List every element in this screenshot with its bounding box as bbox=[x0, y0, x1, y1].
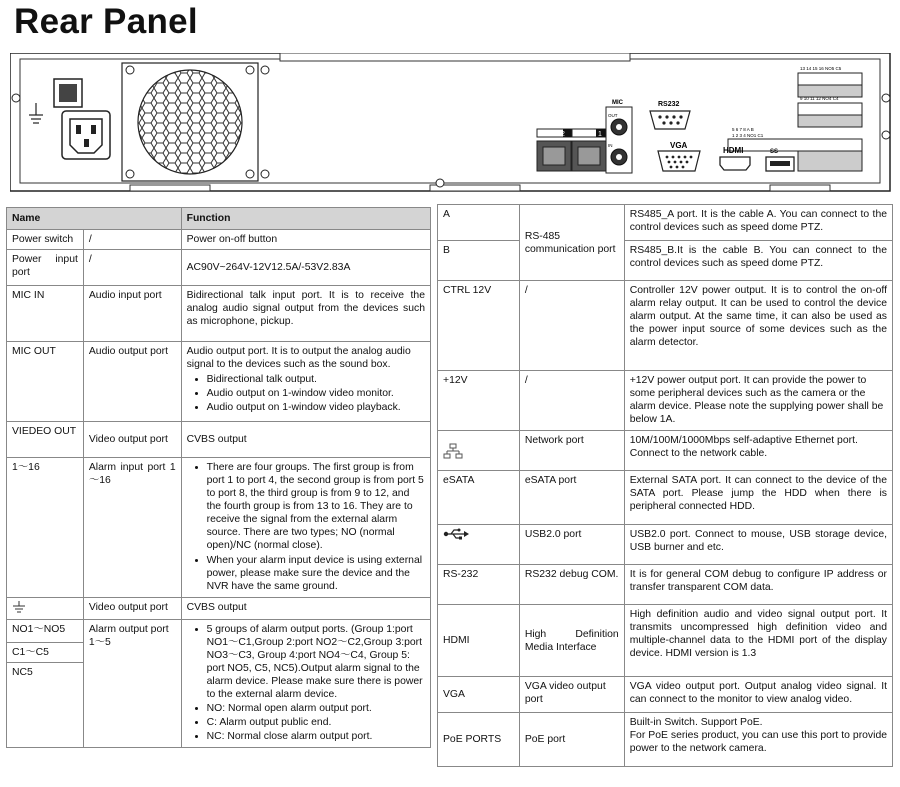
alarm-terminal-mid bbox=[798, 103, 862, 127]
table-row: NC5 bbox=[7, 663, 431, 748]
table-row: RS-232 RS232 debug COM. It is for general COM debug to configure IP address or transfer transparent COM data. bbox=[438, 565, 893, 605]
table-row: MIC OUT Audio output port Audio output port. It is to output the analog audio signal to the devices such as the sound box. • Bidirectional talk output. • Audio output on 1-window video monitor. • Audio output on 1-window video playback. bbox=[7, 342, 431, 422]
header-function: Function bbox=[181, 208, 430, 230]
usb-icon bbox=[438, 525, 520, 565]
mic-label: MIC bbox=[612, 100, 623, 106]
table-row: Network port 10M/100M/1000Mbps self-adaptive Ethernet port. Connect to the network cable. bbox=[438, 431, 893, 471]
left-spec-table bbox=[6, 207, 431, 748]
alarm-terminal-top bbox=[798, 73, 862, 97]
table-row: CTRL 12V / Controller 12V power output. It is to control the on-off alarm relay output. It can be used to control the device alarm output. At the same time, it can also be used as the power input source of some devices such as the alarm detector. bbox=[438, 281, 893, 371]
bullet-list: • There are four groups. The first group is from port 1 to port 4, the second group is from port 5 to port 8, the third group is from 9 to 12, and the fourth group is from 13 to 16. They are to receive the signal from the external alarm source. There are two types; NO (normal open)/NC (normal close). • When your alarm input device is using external power, please make sure the device and the NVR have the same ground. bbox=[187, 461, 425, 593]
usb-label: SS bbox=[770, 149, 779, 155]
hdmi-label: HDMI bbox=[723, 146, 744, 155]
table-row: eSATA eSATA port External SATA port. It can connect to the device of the SATA port. Please jump the HDD when there is peripheral connected HDD. bbox=[438, 471, 893, 525]
table-row: MIC IN Audio input port Bidirectional talk input port. It is to receive the analog audio signal output from the devices such as microphone, pickup. bbox=[7, 286, 431, 342]
table-row: C1～C5 bbox=[7, 642, 431, 663]
table-row: Power switch / Power on-off button bbox=[7, 230, 431, 250]
screw bbox=[882, 94, 890, 102]
table-row: VGA VGA video output port VGA video output port. Output analog video signal. It can connect to the monitor to view analog video. bbox=[438, 677, 893, 713]
rear-panel-illustration bbox=[10, 53, 892, 193]
right-spec-table bbox=[437, 204, 893, 767]
rs232-label: RS232 bbox=[658, 101, 680, 108]
table-row: A RS-485 communication port RS485_A port. It is the cable A. You can connect to the control devices such as speed dome PTZ. bbox=[438, 205, 893, 241]
table-row: Power input port / AC90V~264V-12V12.5A/-53V2.83A bbox=[7, 250, 431, 286]
table-row: B RS485_B.It is the cable B. You can connect to the control devices such as speed dome PTZ. bbox=[438, 241, 893, 281]
svg-text:IN: IN bbox=[608, 143, 613, 148]
bullet-list: • 5 groups of alarm output ports. (Group 1:port NO1～C1,Group 2:port NO2～C2,Group 3:port NO3～C3, Group 4:port NO4～C4, Group 5: port NO5, C5, NC5).Output alarm signal to the alarm device. Please make sure there is power to the external alarm device. • NO: Normal open alarm output port. • C: Alarm output public end. • NC: Normal close alarm output port. bbox=[187, 623, 425, 743]
hdmi-port bbox=[720, 157, 750, 170]
table-row: 1～16 Alarm input port 1～16 • There are four groups. The first group is from port 1 to port 4, the second group is from port 5 to port 8, the third group is from 9 to 12, and the fourth group is from 13 to 16. They are to receive the signal from the external alarm source. There are two types; NO (normal open)/NC (normal close). • When your alarm input device is using external power, please make sure the device and the NVR have the same ground. bbox=[7, 458, 431, 598]
network-icon bbox=[438, 431, 520, 471]
table-header-row bbox=[7, 208, 431, 230]
vga-port bbox=[658, 151, 700, 171]
svg-text:2: 2 bbox=[561, 131, 565, 138]
page-title: Rear Panel bbox=[14, 2, 198, 41]
svg-text:9 10 11 12 NO4 C4: 9 10 11 12 NO4 C4 bbox=[800, 96, 839, 101]
svg-text:13 14 15 16 NO5 C5: 13 14 15 16 NO5 C5 bbox=[800, 66, 842, 71]
ground-icon bbox=[7, 598, 84, 620]
rs232-port bbox=[650, 111, 690, 129]
table-row: VIEDEO OUT Video output port CVBS output bbox=[7, 422, 431, 458]
table-row: NO1～NO5 Alarm output port 1～5 • 5 groups of alarm output ports. (Group 1:port NO1～C1,Group 2:port NO2～C2,Group 3:port NO3～C3, Group 4:port NO4～C4, Group 5: port NO5, C5, NC5).Output alarm signal to the alarm device. Please make sure there is power to the external alarm device. • NO: Normal open alarm output port. • C: Alarm output public end. • NC: Normal close alarm output port. bbox=[7, 620, 431, 643]
bullet-list: • Bidirectional talk output. • Audio output on 1-window video monitor. • Audio output on 1-window video playback. bbox=[187, 373, 425, 414]
table-row: Video output port CVBS output bbox=[7, 598, 431, 620]
header-name: Name bbox=[7, 208, 182, 230]
table-row: USB2.0 port USB2.0 port. Connect to mouse, USB storage device, USB burner and etc. bbox=[438, 525, 893, 565]
vga-label: VGA bbox=[670, 141, 688, 150]
network-ports bbox=[537, 129, 606, 171]
table-row: +12V / +12V power output port. It can provide the power to some peripheral devices such as the camera or the alarm device. Please note the supplying power shall be below 1A. bbox=[438, 371, 893, 431]
svg-text:1 2 3 4 NO1 C1: 1 2 3 4 NO1 C1 bbox=[732, 133, 764, 138]
svg-text:5 6 7 8 A B: 5 6 7 8 A B bbox=[732, 127, 754, 132]
screw bbox=[12, 94, 20, 102]
table-row: PoE PORTS PoE port Built-in Switch. Support PoE. For PoE series product, you can use this port to provide power to the network camera. bbox=[438, 713, 893, 767]
table-row: HDMI High Definition Media Interface High definition audio and video signal output port. It transmits uncompressed high definition video and multiple-channel data to the HDMI port of the display device. HDMI version is 1.3 bbox=[438, 605, 893, 677]
svg-text:1: 1 bbox=[598, 131, 602, 138]
svg-text:OUT: OUT bbox=[608, 113, 618, 118]
